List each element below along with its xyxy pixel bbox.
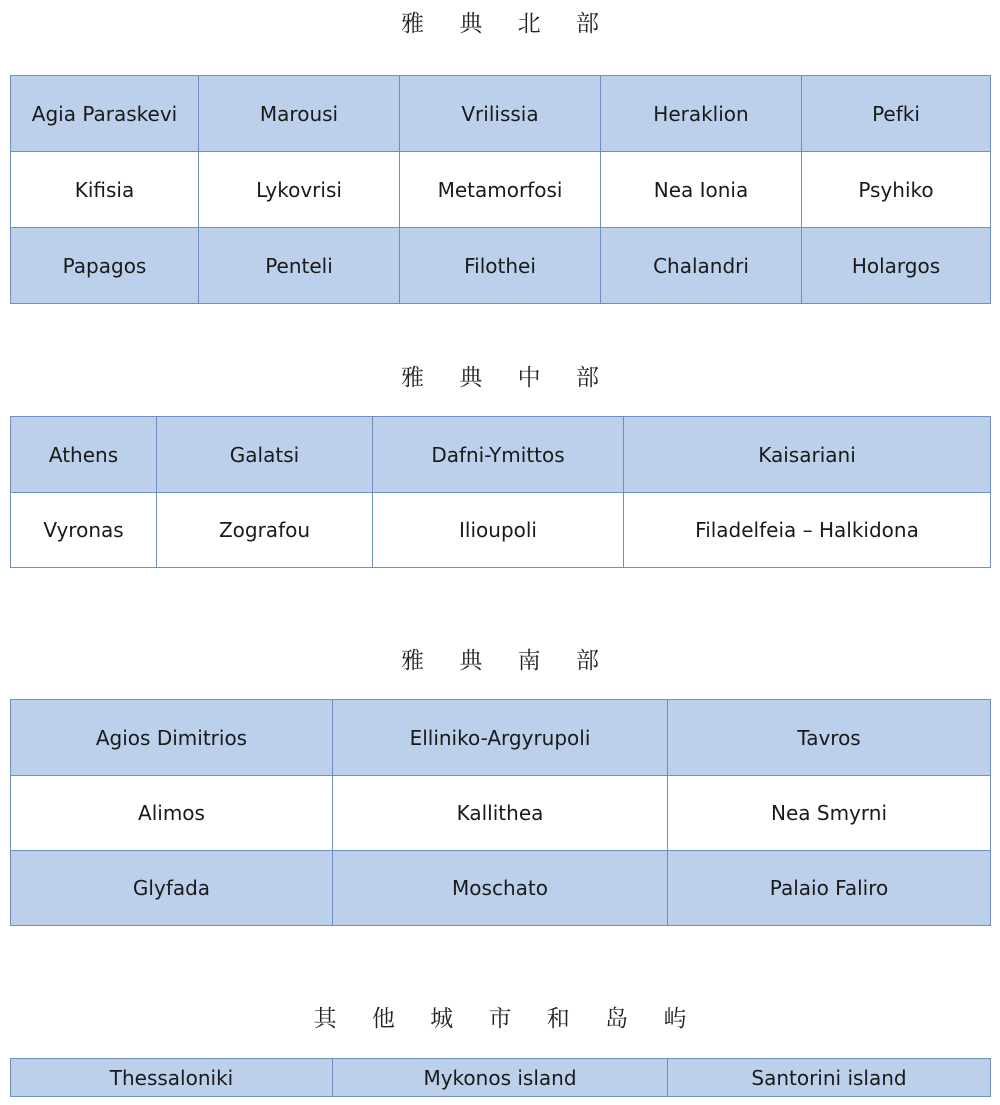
table-cell: Agia Paraskevi <box>11 76 199 152</box>
table-row <box>11 76 991 152</box>
table-cell: Chalandri <box>601 228 802 304</box>
table-row <box>11 228 991 304</box>
table-cell: Galatsi <box>157 417 373 493</box>
table-cell: Kaisariani <box>624 417 991 493</box>
table-cell: Alimos <box>11 776 333 851</box>
table-cell: Kifisia <box>11 152 199 228</box>
table-cell: Filothei <box>400 228 601 304</box>
table-cell: Palaio Faliro <box>668 851 991 926</box>
table-row <box>11 417 991 493</box>
table-cell: Ilioupoli <box>373 493 624 568</box>
table-cell: Santorini island <box>668 1059 991 1097</box>
table-cell: Papagos <box>11 228 199 304</box>
table-cell: Metamorfosi <box>400 152 601 228</box>
table-central-athens <box>10 416 991 568</box>
table-cell: Elliniko-Argyrupoli <box>333 700 668 776</box>
table-south-athens <box>10 699 991 926</box>
table-cell: Kallithea <box>333 776 668 851</box>
table-cell: Moschato <box>333 851 668 926</box>
section-heading-other: 其 他 城 市 和 岛 屿 <box>313 1006 701 1032</box>
table-cell: Thessaloniki <box>11 1059 333 1097</box>
table-row <box>11 493 991 568</box>
table-cell: Athens <box>11 417 157 493</box>
table-other-cities <box>10 1058 991 1097</box>
table-cell: Heraklion <box>601 76 802 152</box>
section-heading-north: 雅 典 北 部 <box>401 11 613 37</box>
table-cell: Filadelfeia – Halkidona <box>624 493 991 568</box>
table-cell: Nea Smyrni <box>668 776 991 851</box>
table-cell: Marousi <box>199 76 400 152</box>
table-cell: Dafni-Ymittos <box>373 417 624 493</box>
section-heading-central: 雅 典 中 部 <box>401 365 613 391</box>
table-cell: Vyronas <box>11 493 157 568</box>
table-north-athens <box>10 75 991 304</box>
table-cell: Glyfada <box>11 851 333 926</box>
table-cell: Zografou <box>157 493 373 568</box>
table-cell: Psyhiko <box>802 152 991 228</box>
table-cell: Lykovrisi <box>199 152 400 228</box>
table-cell: Nea Ionia <box>601 152 802 228</box>
table-row <box>11 1059 991 1097</box>
table-cell: Vrilissia <box>400 76 601 152</box>
section-heading-south: 雅 典 南 部 <box>401 648 613 674</box>
table-cell: Mykonos island <box>333 1059 668 1097</box>
table-cell: Pefki <box>802 76 991 152</box>
table-row <box>11 152 991 228</box>
table-cell: Penteli <box>199 228 400 304</box>
table-row <box>11 700 991 776</box>
table-row <box>11 851 991 926</box>
table-cell: Tavros <box>668 700 991 776</box>
table-cell: Holargos <box>802 228 991 304</box>
table-row <box>11 776 991 851</box>
table-cell: Agios Dimitrios <box>11 700 333 776</box>
